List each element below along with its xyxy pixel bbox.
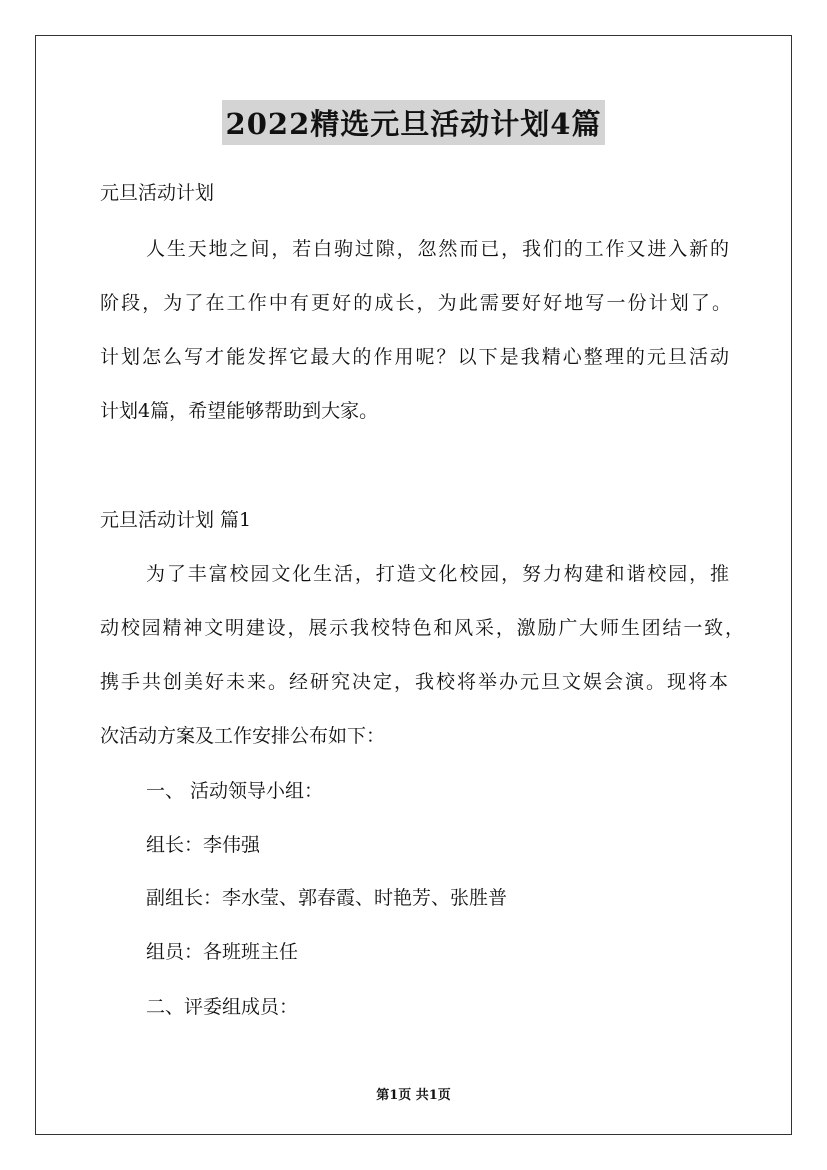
section-heading-2: 元旦活动计划 篇1 — [100, 509, 252, 531]
body-line-3: 携手共创美好未来。经研究决定，我校将举办元旦文娱会演。现将本 — [100, 671, 728, 693]
list-item: 副组长：李水莹、郭春霞、时艳芳、张胜普 — [146, 887, 508, 909]
list-item: 组员：各班班主任 — [146, 941, 299, 963]
list-item: 组长：李伟强 — [146, 834, 261, 856]
intro-line-4: 计划4篇，希望能够帮助到大家。 — [100, 400, 379, 422]
page-number: 第1页 共1页 — [376, 1088, 451, 1103]
list-item: 二、评委组成员： — [146, 996, 299, 1018]
intro-line-2: 阶段，为了在工作中有更好的成长，为此需要好好地写一份计划了。 — [100, 292, 731, 314]
intro-line-3: 计划怎么写才能发挥它最大的作用呢？以下是我精心整理的元旦活动 — [100, 346, 729, 368]
body-line-1: 为了丰富校园文化生活，打造文化校园，努力构建和谐校园，推 — [146, 563, 729, 585]
body-line-4: 次活动方案及工作安排公布如下： — [100, 725, 386, 747]
section-heading-1: 元旦活动计划 — [100, 182, 215, 204]
document-title-wrap — [0, 100, 827, 145]
body-line-2: 动校园精神文明建设，展示我校特色和风采，激励广大师生团结一致， — [100, 617, 744, 639]
intro-line-1: 人生天地之间，若白驹过隙，忽然而已，我们的工作又进入新的 — [146, 238, 729, 260]
list-item: 一、 活动领导小组： — [146, 780, 324, 802]
document-title: 2022精选元旦活动计划4篇 — [222, 100, 606, 145]
